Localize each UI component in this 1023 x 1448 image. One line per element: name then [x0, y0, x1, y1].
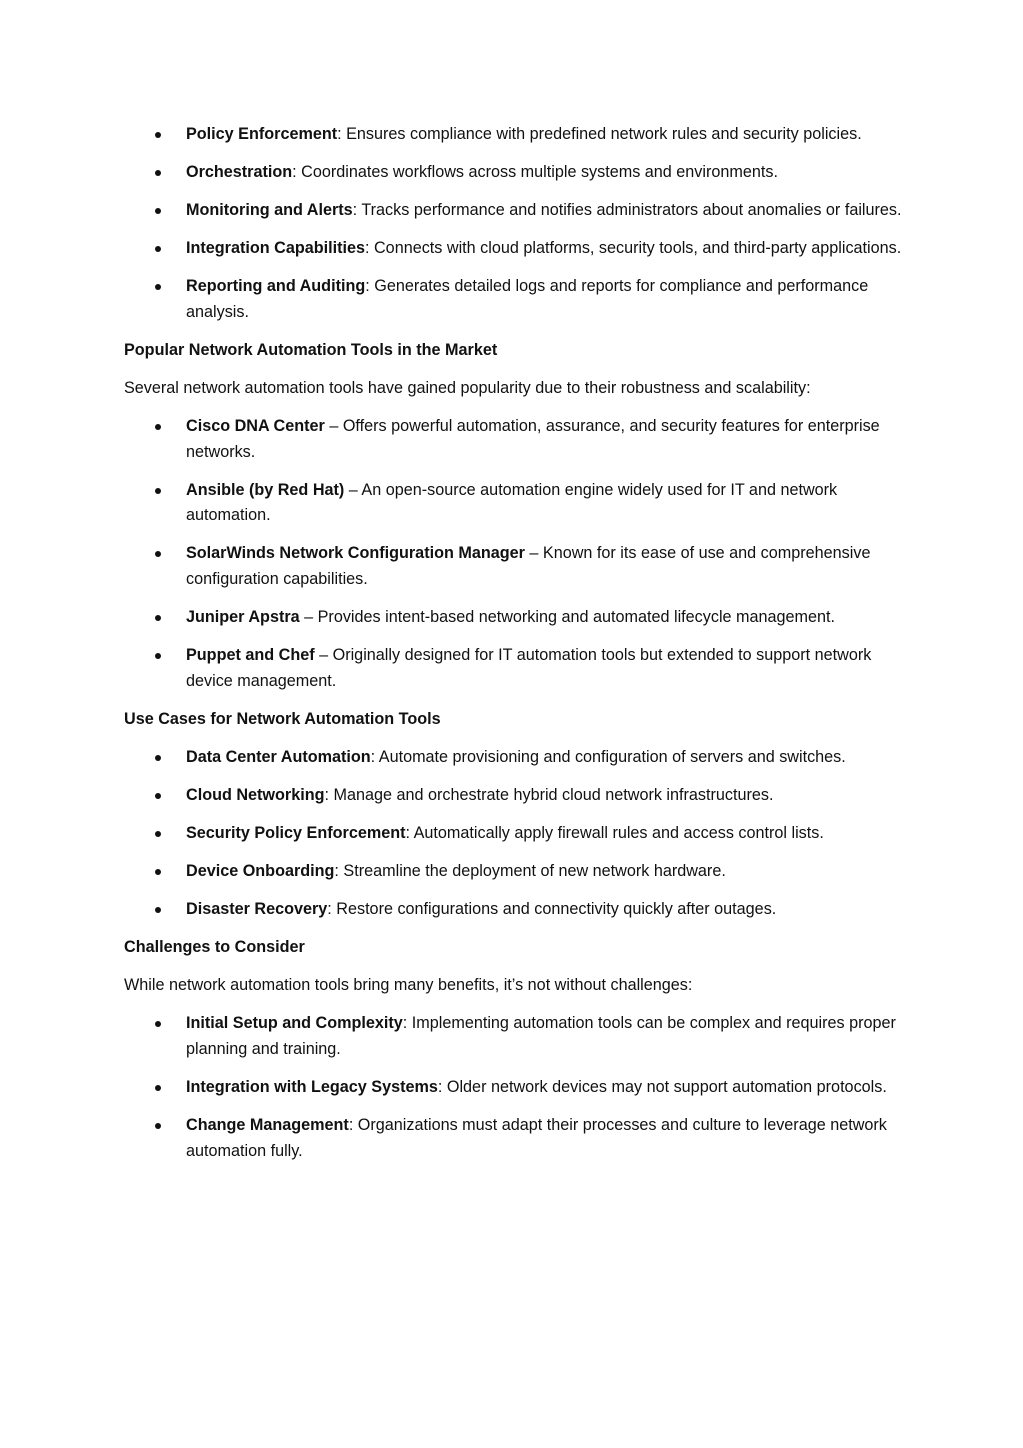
challenges-list — [124, 1011, 914, 1164]
item-term: Monitoring and Alerts — [186, 201, 353, 220]
item-text: : Older network devices may not support automation protocols. — [437, 1077, 887, 1096]
item-text: : Organizations must adapt their processes and culture to leverage network automation fully. — [186, 1116, 887, 1160]
item-text: – Offers powerful automation, assurance, and security features for enterprise networks. — [186, 417, 880, 461]
item-text: : Tracks performance and notifies administrators about anomalies or failures. — [352, 201, 902, 220]
item-text: – Provides intent-based networking and automated lifecycle management. — [299, 607, 836, 626]
section-intro-challenges: While network automation tools bring many benefits, it’s not without challenges: — [124, 976, 693, 995]
list-item — [124, 160, 914, 186]
section-heading-use-cases: Use Cases for Network Automation Tools — [124, 709, 441, 728]
bullet-icon — [155, 1021, 161, 1027]
list-item — [124, 274, 914, 325]
list-item — [124, 605, 914, 631]
bullet-icon — [155, 284, 161, 290]
bullet-icon — [155, 1085, 161, 1091]
bullet-icon — [155, 424, 161, 430]
bullet-icon — [155, 653, 161, 659]
bullet-icon — [155, 132, 161, 138]
list-item — [124, 414, 914, 465]
list-item — [124, 122, 914, 148]
use-cases-list — [124, 745, 914, 923]
item-term: Puppet and Chef — [186, 646, 315, 665]
bullet-icon — [155, 551, 161, 557]
item-term: Juniper Apstra — [186, 607, 300, 626]
item-text: – An open-source automation engine widely used for IT and network automation. — [186, 480, 838, 525]
item-text: : Ensures compliance with predefined network rules and security policies. — [337, 125, 862, 143]
bullet-icon — [155, 907, 161, 913]
item-term: Data Center Automation — [186, 747, 371, 766]
list-item — [124, 236, 914, 262]
list-item — [124, 1075, 914, 1101]
item-term: Reporting and Auditing — [186, 277, 366, 296]
item-term: Policy Enforcement — [186, 125, 338, 143]
section-heading-tools: Popular Network Automation Tools in the Market — [124, 340, 498, 359]
item-text: : Coordinates workflows across multiple systems and environments. — [292, 163, 778, 182]
item-term: Integration Capabilities — [186, 239, 365, 258]
item-term: Orchestration — [186, 163, 293, 182]
document-page — [124, 122, 914, 1177]
section-intro-tools: Several network automation tools have gained popularity due to their robustness and scalability: — [124, 379, 811, 398]
list-item — [124, 897, 914, 923]
item-term: Initial Setup and Complexity — [186, 1014, 403, 1033]
list-item — [124, 745, 914, 771]
item-term: Integration with Legacy Systems — [186, 1077, 438, 1096]
bullet-icon — [155, 831, 161, 837]
item-text: : Manage and orchestrate hybrid cloud network infrastructures. — [324, 785, 774, 804]
item-term: Disaster Recovery — [186, 900, 328, 919]
bullet-icon — [155, 793, 161, 799]
bullet-icon — [155, 208, 161, 214]
list-item — [124, 541, 914, 592]
bullet-icon — [155, 755, 161, 761]
list-item — [124, 821, 914, 847]
item-text: : Connects with cloud platforms, security tools, and third-party applications. — [365, 239, 902, 258]
item-term: SolarWinds Network Configuration Manager — [186, 544, 525, 563]
bullet-icon — [155, 170, 161, 176]
item-text: : Automate provisioning and configuration of servers and switches. — [370, 747, 846, 766]
bullet-icon — [155, 246, 161, 252]
list-item — [124, 783, 914, 809]
item-term: Change Management — [186, 1116, 349, 1135]
list-item — [124, 643, 914, 694]
bullet-icon — [155, 488, 161, 494]
item-term: Ansible (by Red Hat) — [186, 480, 345, 499]
item-text: : Implementing automation tools can be complex and requires proper planning and training. — [186, 1014, 896, 1058]
list-item — [124, 1113, 914, 1164]
list-item — [124, 478, 914, 529]
item-text: : Generates detailed logs and reports for compliance and performance analysis. — [186, 277, 869, 321]
section-heading-challenges: Challenges to Consider — [124, 938, 305, 957]
list-item — [124, 198, 914, 224]
item-term: Cisco DNA Center — [186, 417, 325, 436]
item-text: : Automatically apply firewall rules and access control lists. — [405, 823, 824, 842]
item-term: Cloud Networking — [186, 785, 325, 804]
item-text: – Known for its ease of use and comprehensive configuration capabilities. — [186, 544, 871, 588]
item-term: Device Onboarding — [186, 862, 335, 880]
item-text: – Originally designed for IT automation tools but extended to support network device management. — [186, 646, 872, 690]
list-item — [124, 859, 914, 885]
bullet-icon — [155, 615, 161, 621]
bullet-icon — [155, 1123, 161, 1129]
item-text: : Streamline the deployment of new network hardware. — [334, 862, 726, 880]
item-term: Security Policy Enforcement — [186, 823, 406, 842]
bullet-icon — [155, 869, 161, 875]
list-item — [124, 1011, 914, 1062]
item-text: : Restore configurations and connectivity quickly after outages. — [327, 900, 777, 919]
tools-list — [124, 414, 914, 694]
features-list — [124, 122, 914, 325]
